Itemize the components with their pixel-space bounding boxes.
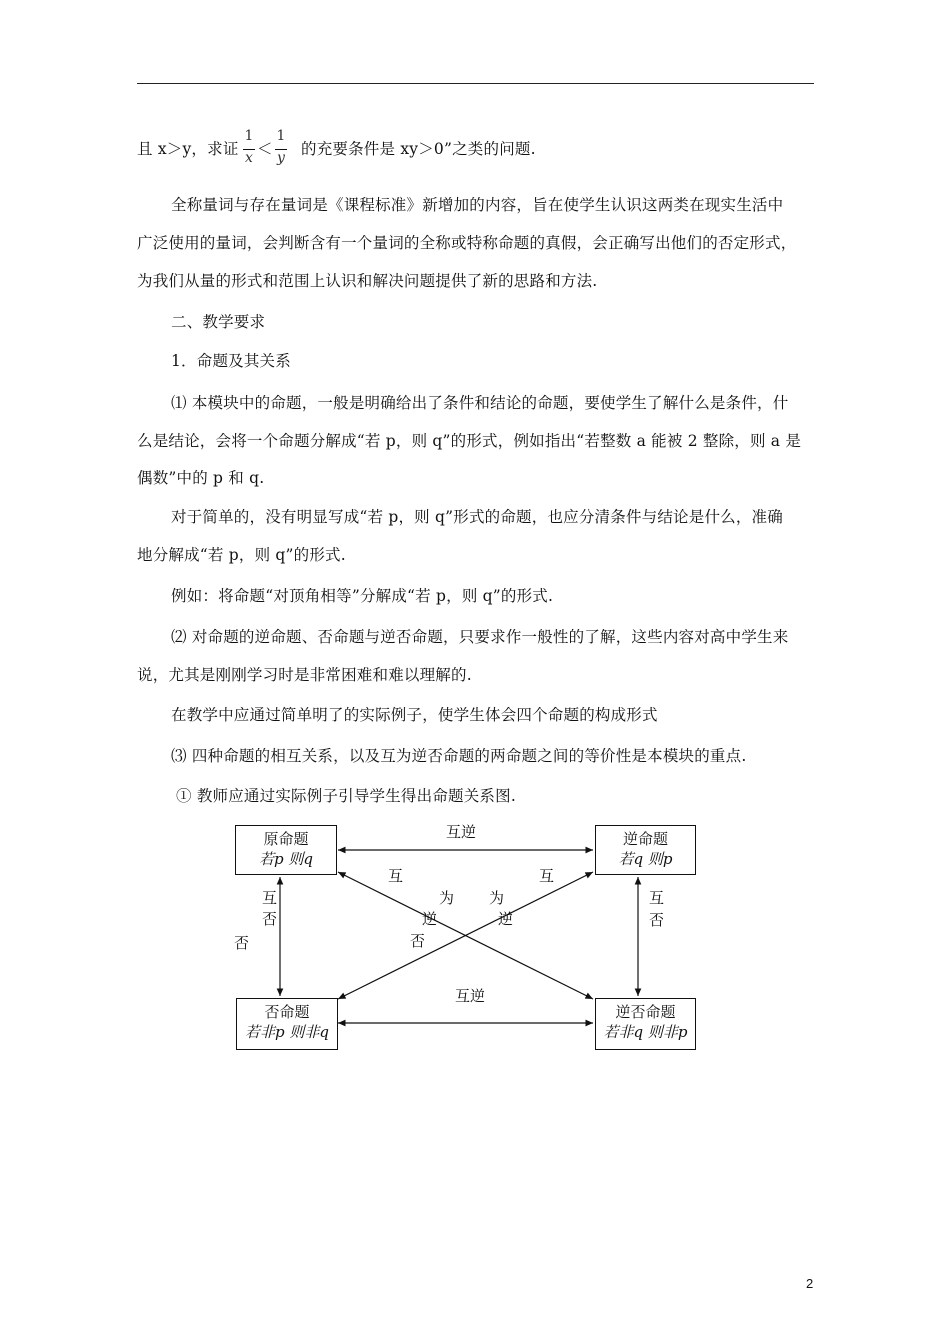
quantifier-line-3: 为我们从量的形式和范围上认识和解决问题提供了新的思路和方法. [137,272,598,290]
intro-suffix: 的充要条件是 xy＞0”之类的问题. [301,140,536,158]
contrapositive-form: 若非q 则非p [603,1023,688,1041]
box-inverse-proposition [236,998,338,1050]
page-number: 2 [806,1276,814,1291]
cross-left-label-3: 逆 [422,910,438,928]
quantifier-line-1: 全称量词与存在量词是《课程标准》新增加的内容，旨在使学生认识这两类在现实生活中 [171,196,784,214]
right-label-2: 否 [649,911,665,929]
cross-right-label-2: 为 [489,889,505,907]
right-label-1: 互 [649,889,665,907]
converse-form: 若q 则p [618,850,673,868]
left-label-1: 互 [262,889,278,907]
circle-item-line: ① 教师应通过实际例子引导学生得出命题关系图. [176,787,516,805]
cross-left-label-1: 互 [388,867,404,885]
cross-right-label-1: 互 [539,867,555,885]
teaching-line: 在教学中应通过简单明了的实际例子，使学生体会四个命题的构成形式 [171,706,658,724]
item3-line: ⑶ 四种命题的相互关系，以及互为逆否命题的两命题之间的等价性是本模块的重点. [171,747,747,765]
item1-line-2: 么是结论，会将一个命题分解成“若 p，则 q”的形式，例如指出“若整数 a 能被 2 整除，则 a 是 [137,432,802,450]
fraction-1-denominator: x [245,150,253,166]
item2-line-1: ⑵ 对命题的逆命题、否命题与逆否命题，只要求作一般性的了解，这些内容对高中学生来 [171,628,789,646]
cross-left-label-4: 否 [410,932,426,950]
box-contrapositive-proposition [595,998,696,1050]
section-heading: 二、教学要求 [171,313,266,331]
item2-line-2: 说，尤其是刚刚学习时是非常困难和难以理解的. [137,666,472,684]
inverse-form: 若非p 则非q [245,1023,329,1041]
converse-title: 逆命题 [622,830,668,848]
simple-line-2: 地分解成“若 p，则 q”的形式. [137,546,346,564]
item1-line-1: ⑴ 本模块中的命题，一般是明确给出了条件和结论的命题，要使学生了解什么是条件，什 [171,394,789,412]
intro-prefix: 且 x＞y，求证 [137,140,239,158]
left-label-2: 否 [262,910,278,928]
cross-left-label-2: 为 [439,889,455,907]
fraction-1-numerator: 1 [244,128,254,144]
item1-line-3: 偶数”中的 p 和 q. [137,469,265,487]
contrapositive-title: 逆否命题 [615,1003,676,1021]
simple-line-1: 对于简单的，没有明显写成“若 p，则 q”形式的命题，也应分清条件与结论是什么，准确 [171,508,783,526]
less-than-sign: ＜ [257,140,273,158]
inverse-title: 否命题 [264,1003,310,1021]
top-converse-label: 互逆 [446,823,477,841]
subsection-heading: 1．命题及其关系 [171,352,291,370]
box-converse-proposition [595,825,696,875]
example-line: 例如：将命题“对顶角相等”分解成“若 p，则 q”的形式. [171,587,554,605]
fraction-2-denominator: y [277,150,285,166]
original-title: 原命题 [263,830,309,848]
box-original-proposition [235,825,337,875]
quantifier-line-2: 广泛使用的量词，会判断含有一个量词的全称或特称命题的真假，会正确写出他们的否定形式， [137,234,797,252]
cross-right-label-3: 逆 [498,910,514,928]
fraction-2-numerator: 1 [276,128,286,144]
left-label-3: 否 [234,934,250,952]
original-form: 若p 则q [259,850,313,868]
bottom-converse-label: 互逆 [455,987,486,1005]
